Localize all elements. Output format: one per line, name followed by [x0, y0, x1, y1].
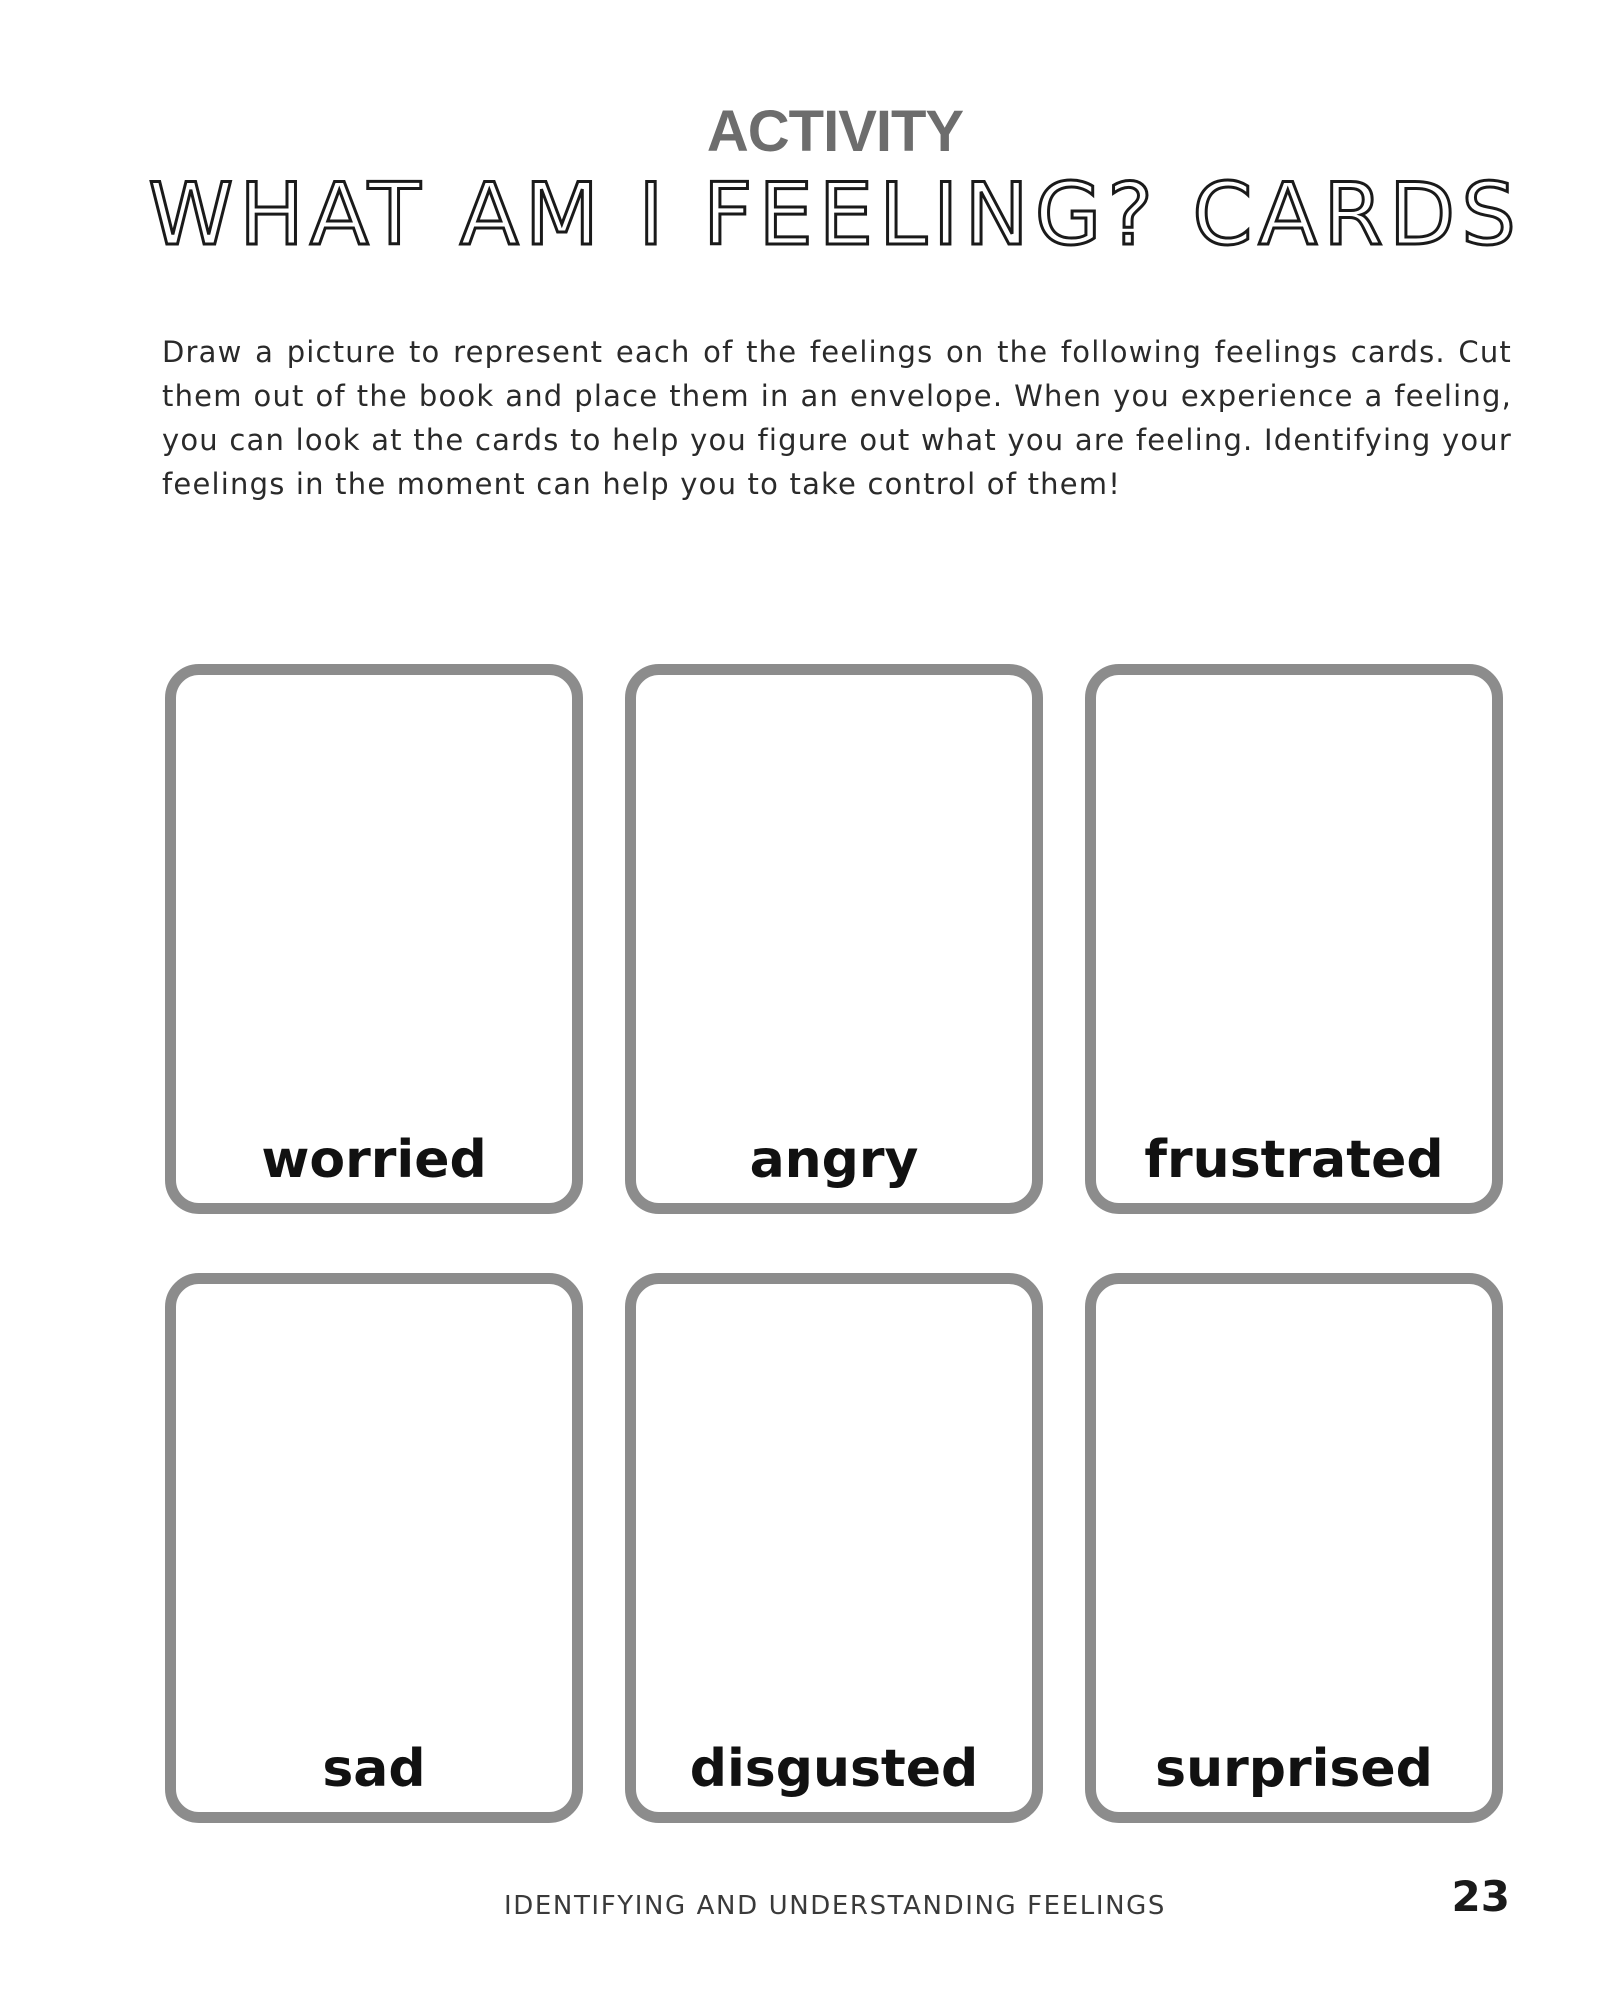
instructions-paragraph: Draw a picture to represent each of the feelings on the following feelings cards. Cut them out of the book and place them in an envelope. When you experience a feeling, you can look at the cards to help you figure out what you are feeling. Identifying your feelings in the moment can help you to take control of them! — [162, 335, 1512, 501]
feeling-card-label: surprised — [1155, 1739, 1433, 1800]
feeling-card-surprised — [1085, 1273, 1503, 1823]
feeling-card-label: frustrated — [1144, 1130, 1444, 1191]
page-number: 23 — [1451, 1872, 1510, 1921]
feeling-card-label: sad — [322, 1739, 426, 1800]
feeling-card-label: worried — [261, 1130, 487, 1191]
feeling-card-disgusted — [625, 1273, 1043, 1823]
feeling-card-frustrated — [1085, 664, 1503, 1214]
activity-kicker: ACTIVITY — [706, 99, 964, 164]
feeling-card-label: angry — [749, 1130, 919, 1191]
feeling-card-worried — [165, 664, 583, 1214]
page-title: WHAT AM I FEELING? CARDS — [148, 165, 1522, 265]
feeling-card-sad — [165, 1273, 583, 1823]
feeling-card-label: disgusted — [689, 1739, 979, 1800]
running-footer-section: IDENTIFYING AND UNDERSTANDING FEELINGS — [503, 1891, 1166, 1921]
feeling-card-angry — [625, 664, 1043, 1214]
